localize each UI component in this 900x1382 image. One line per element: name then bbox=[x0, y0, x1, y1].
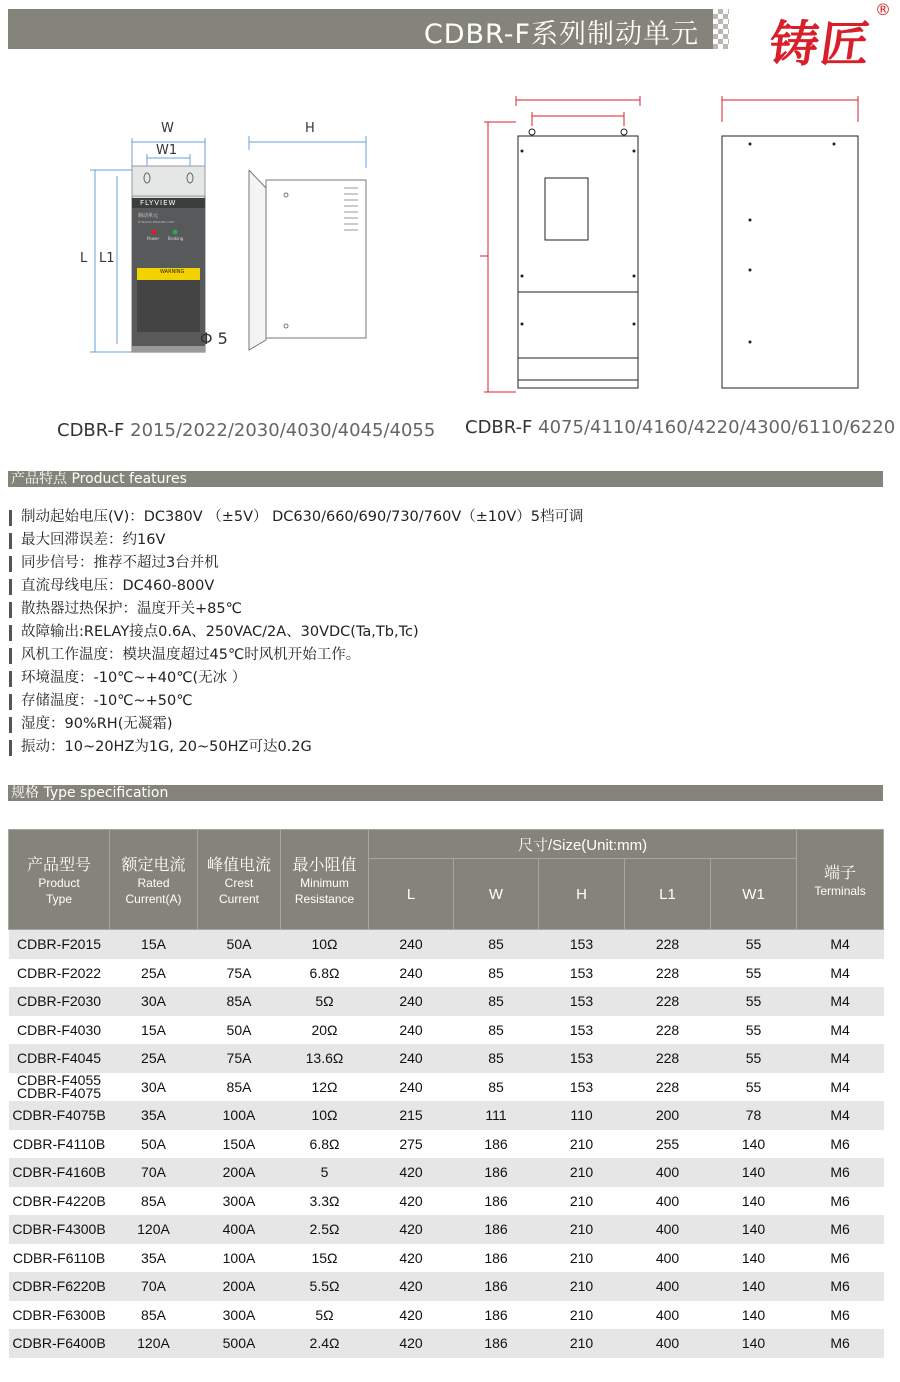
registered-mark: ® bbox=[875, 0, 891, 19]
cell-min-resistance: 5Ω bbox=[281, 1301, 369, 1330]
cell-l1: 200 bbox=[625, 1101, 711, 1130]
cell-model: CDBR-F2022 bbox=[9, 959, 110, 988]
cell-min-resistance: 6.8Ω bbox=[281, 1130, 369, 1159]
feature-item: 环境温度：-10℃~+40℃(无冰 ） bbox=[9, 667, 889, 690]
cell-peak-current: 100A bbox=[198, 1101, 281, 1130]
cell-w: 186 bbox=[454, 1215, 539, 1244]
cell-min-resistance: 20Ω bbox=[281, 1016, 369, 1045]
th-l: L bbox=[369, 859, 454, 930]
cell-model: CDBR-F4075B bbox=[9, 1101, 110, 1130]
cell-w1: 140 bbox=[711, 1187, 797, 1216]
cell-terminals: M4 bbox=[797, 1101, 884, 1130]
small-caption-prefix: CDBR-F bbox=[57, 420, 125, 441]
cell-terminals: M6 bbox=[797, 1215, 884, 1244]
cell-model: CDBR-F4300B bbox=[9, 1215, 110, 1244]
th-h: H bbox=[539, 859, 625, 930]
cell-w: 186 bbox=[454, 1158, 539, 1187]
cell-w: 186 bbox=[454, 1187, 539, 1216]
cell-min-resistance: 10Ω bbox=[281, 1101, 369, 1130]
cell-l: 240 bbox=[369, 959, 454, 988]
feature-item: 制动起始电压(V)：DC380V （±5V） DC630/660/690/730/760V（±10V）5档可调 bbox=[9, 506, 889, 529]
cell-h: 110 bbox=[539, 1101, 625, 1130]
cell-min-resistance: 5.5Ω bbox=[281, 1272, 369, 1301]
cell-rated-current: 25A bbox=[110, 1044, 198, 1073]
cell-rated-current: 15A bbox=[110, 1016, 198, 1045]
cell-terminals: M6 bbox=[797, 1244, 884, 1273]
brand-logo: 铸匠 bbox=[765, 15, 876, 73]
cell-w1: 140 bbox=[711, 1158, 797, 1187]
feature-item: 风机工作温度：模块温度超过45℃时风机开始工作。 bbox=[9, 644, 889, 667]
cell-w: 111 bbox=[454, 1101, 539, 1130]
cell-min-resistance: 5 bbox=[281, 1158, 369, 1187]
cell-min-resistance: 10Ω bbox=[281, 930, 369, 959]
cell-rated-current: 35A bbox=[110, 1101, 198, 1130]
panel-title: 制动单元 bbox=[138, 213, 159, 219]
th-res-cn: 最小阻值 bbox=[292, 855, 357, 874]
spec-table bbox=[8, 829, 884, 1358]
cell-terminals: M4 bbox=[797, 1044, 884, 1073]
cell-h: 210 bbox=[539, 1301, 625, 1330]
cell-peak-current: 100A bbox=[198, 1244, 281, 1273]
cell-rated-current: 30A bbox=[110, 1073, 198, 1102]
cell-model: CDBR-F2015 bbox=[9, 930, 110, 959]
cell-l1: 400 bbox=[625, 1329, 711, 1358]
th-peak-en1: Crest bbox=[224, 876, 254, 890]
feature-item: 最大回滞误差：约16V bbox=[9, 529, 889, 552]
cell-model: CDBR-F2030 bbox=[9, 987, 110, 1016]
cell-l1: 228 bbox=[625, 1044, 711, 1073]
cell-w1: 140 bbox=[711, 1215, 797, 1244]
th-w1: W1 bbox=[711, 859, 797, 930]
cell-h: 153 bbox=[539, 1016, 625, 1045]
spec-table-body bbox=[9, 930, 884, 1358]
cell-model: CDBR-F4160B bbox=[9, 1158, 110, 1187]
cell-peak-current: 85A bbox=[198, 1073, 281, 1102]
table-row bbox=[9, 987, 884, 1016]
cell-w1: 55 bbox=[711, 1044, 797, 1073]
cell-l1: 255 bbox=[625, 1130, 711, 1159]
cell-l: 240 bbox=[369, 1016, 454, 1045]
cell-rated-current: 85A bbox=[110, 1301, 198, 1330]
table-row bbox=[9, 1044, 884, 1073]
cell-peak-current: 150A bbox=[198, 1130, 281, 1159]
small-unit-side-drawing bbox=[246, 118, 376, 358]
table-row bbox=[9, 1272, 884, 1301]
feature-item: 同步信号：推荐不超过3台并机 bbox=[9, 552, 889, 575]
cell-model: CDBR-F6300B bbox=[9, 1301, 110, 1330]
table-row bbox=[9, 1101, 884, 1130]
cell-terminals: M4 bbox=[797, 987, 884, 1016]
cell-w: 85 bbox=[454, 930, 539, 959]
cell-rated-current: 25A bbox=[110, 959, 198, 988]
cell-terminals: M4 bbox=[797, 1073, 884, 1102]
table-row bbox=[9, 1329, 884, 1358]
cell-w: 85 bbox=[454, 959, 539, 988]
cell-w1: 55 bbox=[711, 930, 797, 959]
cell-rated-current: 15A bbox=[110, 930, 198, 959]
cell-rated-current: 120A bbox=[110, 1329, 198, 1358]
cell-min-resistance: 15Ω bbox=[281, 1244, 369, 1273]
cell-peak-current: 200A bbox=[198, 1158, 281, 1187]
features-list bbox=[9, 506, 889, 759]
cell-l1: 228 bbox=[625, 930, 711, 959]
panel-subtitle: DYNAMIC BRAKING UNIT bbox=[138, 220, 175, 224]
cell-terminals: M4 bbox=[797, 959, 884, 988]
cell-terminals: M6 bbox=[797, 1158, 884, 1187]
th-w: W bbox=[454, 859, 539, 930]
cell-l: 240 bbox=[369, 987, 454, 1016]
cell-l: 420 bbox=[369, 1329, 454, 1358]
cell-terminals: M6 bbox=[797, 1329, 884, 1358]
th-rated bbox=[110, 830, 198, 930]
cell-w: 85 bbox=[454, 1016, 539, 1045]
cell-w: 85 bbox=[454, 987, 539, 1016]
cell-w1: 78 bbox=[711, 1101, 797, 1130]
table-row bbox=[9, 1016, 884, 1045]
th-rated-en2: Current(A) bbox=[125, 892, 182, 906]
cell-h: 210 bbox=[539, 1244, 625, 1273]
cell-rated-current: 120A bbox=[110, 1215, 198, 1244]
cell-l: 240 bbox=[369, 1044, 454, 1073]
small-unit-front-drawing bbox=[80, 118, 240, 358]
cell-min-resistance: 5Ω bbox=[281, 987, 369, 1016]
cell-min-resistance: 12Ω bbox=[281, 1073, 369, 1102]
cell-h: 210 bbox=[539, 1272, 625, 1301]
panel-led-power: Power bbox=[147, 236, 160, 241]
large-unit-side-drawing bbox=[718, 96, 863, 396]
cell-l: 240 bbox=[369, 930, 454, 959]
panel-brand: FLYVIEW bbox=[140, 199, 177, 207]
cell-w1: 140 bbox=[711, 1244, 797, 1273]
cell-min-resistance: 3.3Ω bbox=[281, 1187, 369, 1216]
cell-l1: 228 bbox=[625, 1073, 711, 1102]
cell-l1: 400 bbox=[625, 1158, 711, 1187]
large-unit-caption bbox=[465, 417, 895, 438]
cell-w1: 140 bbox=[711, 1329, 797, 1358]
cell-model: CDBR-F6400B bbox=[9, 1329, 110, 1358]
cell-w: 186 bbox=[454, 1329, 539, 1358]
table-row bbox=[9, 930, 884, 959]
cell-terminals: M6 bbox=[797, 1130, 884, 1159]
cell-l: 240 bbox=[369, 1073, 454, 1102]
table-row bbox=[9, 1187, 884, 1216]
cell-l: 420 bbox=[369, 1272, 454, 1301]
feature-item: 故障输出:RELAY接点0.6A、250VAC/2A、30VDC(Ta,Tb,Tc) bbox=[9, 621, 889, 644]
th-res-en2: Resistance bbox=[294, 892, 355, 906]
cell-l: 420 bbox=[369, 1244, 454, 1273]
cell-rated-current: 50A bbox=[110, 1130, 198, 1159]
cell-h: 210 bbox=[539, 1329, 625, 1358]
cell-l1: 228 bbox=[625, 987, 711, 1016]
cell-w1: 55 bbox=[711, 1016, 797, 1045]
features-section-header bbox=[8, 471, 883, 487]
cell-w1: 55 bbox=[711, 1073, 797, 1102]
large-unit-front-drawing bbox=[480, 96, 650, 396]
th-size: 尺寸/Size(Unit:mm) bbox=[369, 830, 797, 859]
dim-label-l1: L1 bbox=[99, 251, 115, 266]
cell-peak-current: 400A bbox=[198, 1215, 281, 1244]
cell-model: CDBR-F4030 bbox=[9, 1016, 110, 1045]
cell-model: CDBR-F4055 CDBR-F4075 bbox=[9, 1073, 110, 1102]
th-peak-cn: 峰值电流 bbox=[206, 855, 271, 874]
table-row bbox=[9, 1158, 884, 1187]
cell-l: 420 bbox=[369, 1215, 454, 1244]
cell-h: 153 bbox=[539, 1044, 625, 1073]
cell-l1: 400 bbox=[625, 1215, 711, 1244]
cell-h: 153 bbox=[539, 1073, 625, 1102]
cell-min-resistance: 2.5Ω bbox=[281, 1215, 369, 1244]
cell-l: 215 bbox=[369, 1101, 454, 1130]
th-model bbox=[9, 830, 110, 930]
th-peak-en2: Current bbox=[218, 892, 259, 906]
cell-peak-current: 75A bbox=[198, 959, 281, 988]
cell-terminals: M6 bbox=[797, 1187, 884, 1216]
cell-w: 186 bbox=[454, 1244, 539, 1273]
dim-label-h: H bbox=[305, 121, 315, 136]
cell-w: 186 bbox=[454, 1301, 539, 1330]
cell-peak-current: 500A bbox=[198, 1329, 281, 1358]
cell-terminals: M6 bbox=[797, 1301, 884, 1330]
cell-model: CDBR-F6220B bbox=[9, 1272, 110, 1301]
th-terminals bbox=[797, 830, 884, 930]
th-res-en1: Minimum bbox=[300, 876, 349, 890]
cell-w1: 55 bbox=[711, 959, 797, 988]
panel-led-braking: Braking bbox=[168, 236, 184, 241]
cell-model: CDBR-F4220B bbox=[9, 1187, 110, 1216]
cell-l1: 400 bbox=[625, 1244, 711, 1273]
cell-w: 186 bbox=[454, 1272, 539, 1301]
table-row bbox=[9, 1301, 884, 1330]
cell-l1: 400 bbox=[625, 1187, 711, 1216]
cell-l: 275 bbox=[369, 1130, 454, 1159]
cell-rated-current: 70A bbox=[110, 1272, 198, 1301]
dim-label-w: W bbox=[161, 121, 174, 136]
large-caption-models: 4075/4110/4160/4220/4300/6110/6220 bbox=[538, 417, 896, 438]
cell-h: 210 bbox=[539, 1158, 625, 1187]
cell-min-resistance: 6.8Ω bbox=[281, 959, 369, 988]
cell-l: 420 bbox=[369, 1301, 454, 1330]
cell-peak-current: 300A bbox=[198, 1187, 281, 1216]
cell-w: 85 bbox=[454, 1044, 539, 1073]
table-row bbox=[9, 1244, 884, 1273]
feature-item: 散热器过热保护：温度开关+85℃ bbox=[9, 598, 889, 621]
cell-w: 186 bbox=[454, 1130, 539, 1159]
cell-min-resistance: 2.4Ω bbox=[281, 1329, 369, 1358]
table-row bbox=[9, 1215, 884, 1244]
cell-model: CDBR-F6110B bbox=[9, 1244, 110, 1273]
cell-w1: 140 bbox=[711, 1272, 797, 1301]
table-row bbox=[9, 1130, 884, 1159]
small-caption-models: 2015/2022/2030/4030/4045/4055 bbox=[130, 420, 436, 441]
dim-label-w1: W1 bbox=[156, 143, 178, 158]
cell-rated-current: 85A bbox=[110, 1187, 198, 1216]
cell-peak-current: 50A bbox=[198, 930, 281, 959]
th-model-en1: Product bbox=[38, 876, 80, 890]
cell-w1: 140 bbox=[711, 1301, 797, 1330]
feature-item: 振动：10~20HZ为1G, 20~50HZ可达0.2G bbox=[9, 736, 889, 759]
cell-rated-current: 30A bbox=[110, 987, 198, 1016]
cell-terminals: M6 bbox=[797, 1272, 884, 1301]
th-term-cn: 端子 bbox=[824, 863, 857, 882]
banner-checker-decoration bbox=[713, 9, 729, 49]
spec-section-header bbox=[8, 785, 883, 801]
th-rated-en1: Rated bbox=[137, 876, 170, 890]
large-caption-prefix: CDBR-F bbox=[465, 417, 533, 438]
cell-rated-current: 35A bbox=[110, 1244, 198, 1273]
features-section-title: 产品特点 Product features bbox=[11, 471, 187, 487]
cell-peak-current: 50A bbox=[198, 1016, 281, 1045]
th-model-en2: Type bbox=[45, 892, 72, 906]
th-term-en: Terminals bbox=[814, 884, 866, 898]
table-row bbox=[9, 959, 884, 988]
cell-l1: 400 bbox=[625, 1301, 711, 1330]
feature-item: 存储温度：-10℃~+50℃ bbox=[9, 690, 889, 713]
cell-h: 153 bbox=[539, 959, 625, 988]
cell-l: 420 bbox=[369, 1187, 454, 1216]
cell-model: CDBR-F4110B bbox=[9, 1130, 110, 1159]
cell-h: 210 bbox=[539, 1130, 625, 1159]
th-model-cn: 产品型号 bbox=[26, 855, 91, 874]
cell-rated-current: 70A bbox=[110, 1158, 198, 1187]
cell-min-resistance: 13.6Ω bbox=[281, 1044, 369, 1073]
cell-terminals: M4 bbox=[797, 1016, 884, 1045]
cell-terminals: M4 bbox=[797, 930, 884, 959]
cell-peak-current: 300A bbox=[198, 1301, 281, 1330]
th-resistance bbox=[281, 830, 369, 930]
feature-item: 湿度：90%RH(无凝霜) bbox=[9, 713, 889, 736]
panel-warning: WARNING bbox=[160, 269, 185, 275]
dim-label-hole: Φ 5 bbox=[200, 329, 228, 348]
cell-l1: 400 bbox=[625, 1272, 711, 1301]
page-title: CDBR-F系列制动单元 bbox=[423, 19, 699, 50]
cell-w1: 140 bbox=[711, 1130, 797, 1159]
small-unit-caption bbox=[57, 420, 435, 441]
cell-w1: 55 bbox=[711, 987, 797, 1016]
cell-l: 420 bbox=[369, 1158, 454, 1187]
dim-label-l: L bbox=[80, 251, 88, 266]
cell-h: 153 bbox=[539, 930, 625, 959]
th-rated-cn: 额定电流 bbox=[121, 855, 186, 874]
th-l1: L1 bbox=[625, 859, 711, 930]
cell-peak-current: 85A bbox=[198, 987, 281, 1016]
feature-item: 直流母线电压：DC460-800V bbox=[9, 575, 889, 598]
cell-peak-current: 75A bbox=[198, 1044, 281, 1073]
cell-h: 210 bbox=[539, 1215, 625, 1244]
cell-model: CDBR-F4045 bbox=[9, 1044, 110, 1073]
spec-section-title: 规格 Type specification bbox=[11, 785, 169, 801]
cell-h: 153 bbox=[539, 987, 625, 1016]
cell-peak-current: 200A bbox=[198, 1272, 281, 1301]
title-banner bbox=[8, 9, 713, 49]
th-peak bbox=[198, 830, 281, 930]
cell-l1: 228 bbox=[625, 959, 711, 988]
cell-w: 85 bbox=[454, 1073, 539, 1102]
table-row bbox=[9, 1073, 884, 1102]
cell-h: 210 bbox=[539, 1187, 625, 1216]
cell-l1: 228 bbox=[625, 1016, 711, 1045]
